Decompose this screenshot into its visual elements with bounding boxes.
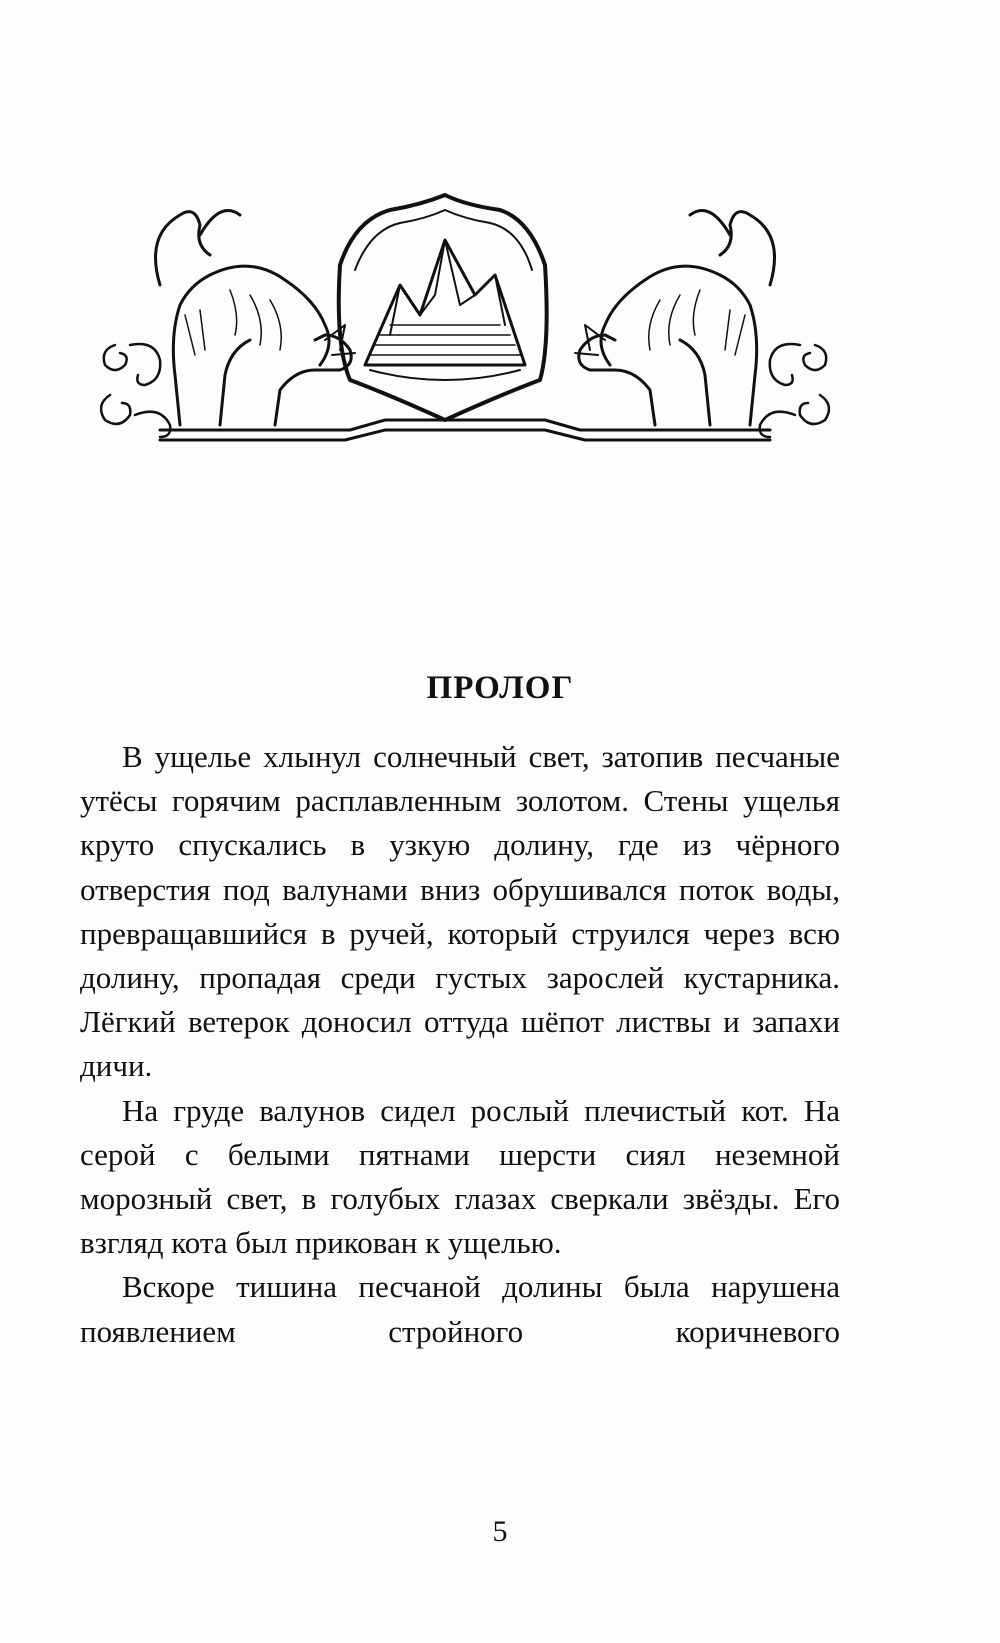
chapter-title: ПРОЛОГ [426,670,574,706]
body-text [80,735,840,1354]
paragraph-3: Вскоре тишина песчаной долины была нарушена появлением стройного коричневого [80,1269,840,1349]
heraldic-vignette-icon [100,175,830,475]
paragraph-1: В ущелье хлынул солнечный свет, затопив песчаные утёсы горячим расплавленным золотом. Стены ущелья круто спускались в узкую долину, где из чёрного отверстия под валунами вниз обрушивался поток воды, превращавшийся в ручей, который струился через всю долину, пропадая среди густых зарослей кустарника. Лёгкий ветерок доносил оттуда шёпот листвы и запахи дичи. [80,739,840,1084]
paragraph-2: На груде валунов сидел рослый плечистый кот. На серой с белыми пятнами шерсти сиял неземной морозный свет, в голубых глазах сверкали звёзды. Его взгляд кота был прикован к ущелью. [80,1092,840,1261]
page-number: 5 [492,1515,508,1548]
